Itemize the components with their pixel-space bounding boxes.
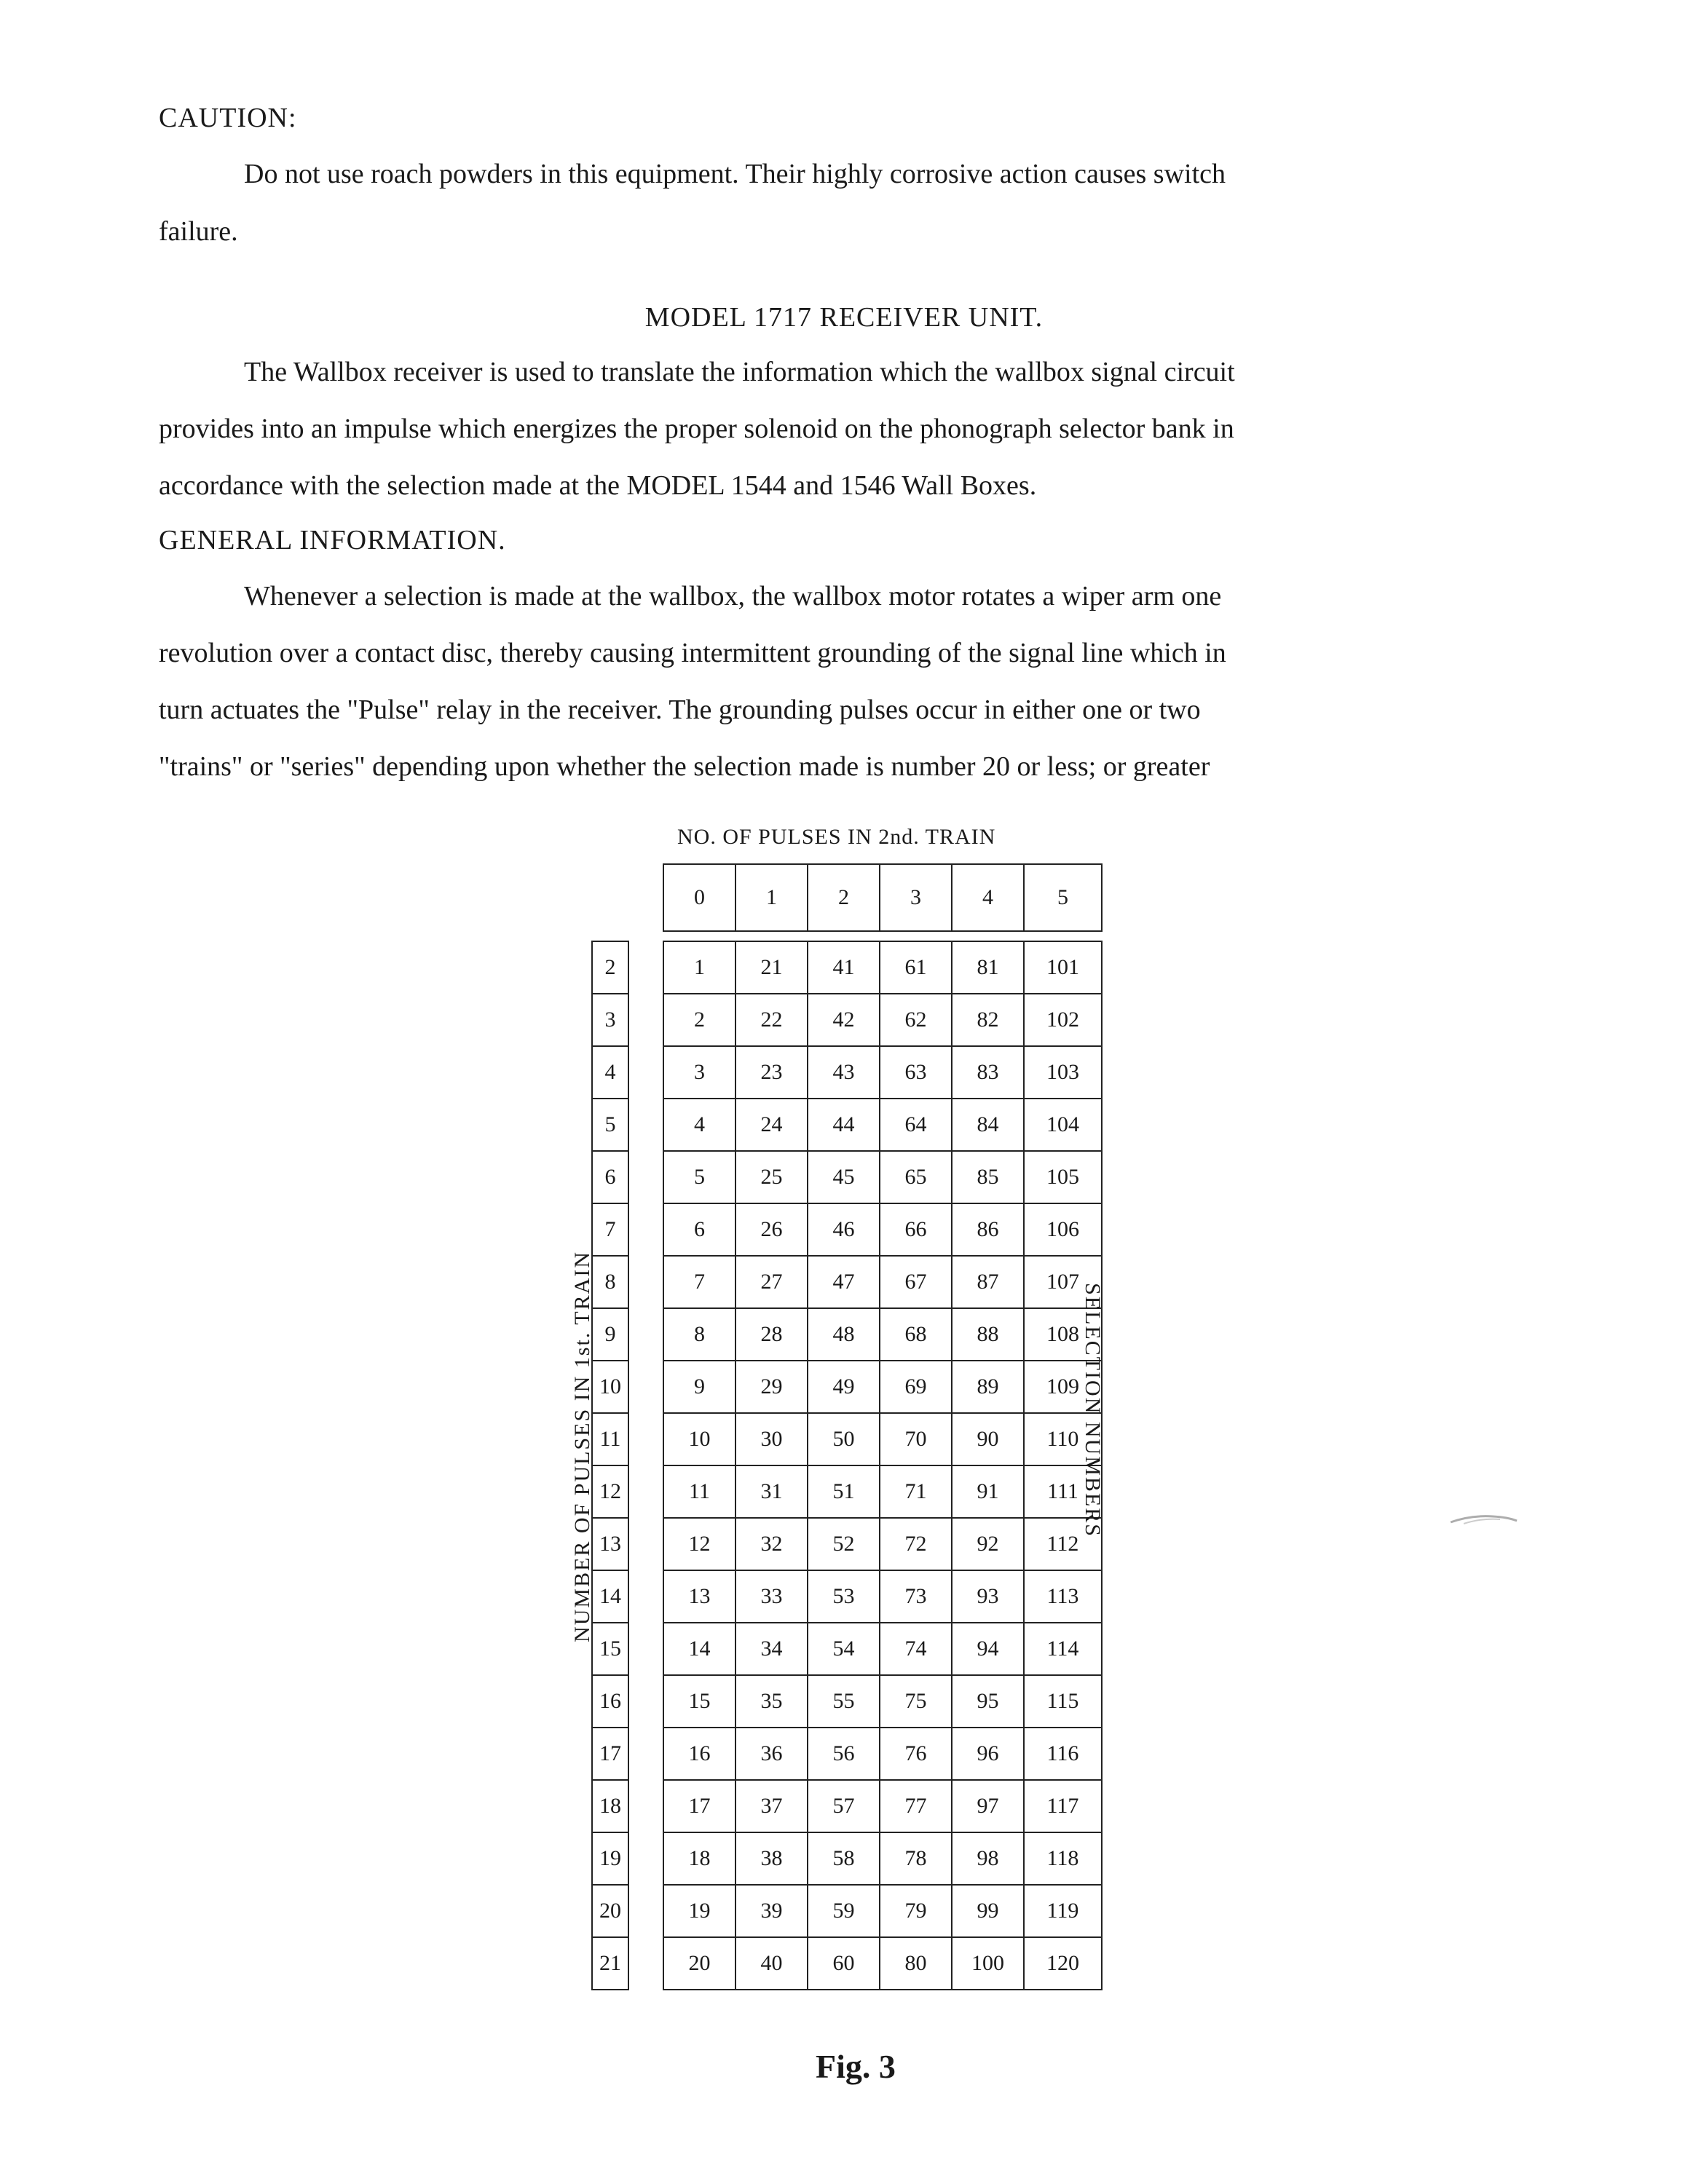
selection-number-cell: 95 (952, 1675, 1024, 1728)
selection-number-cell: 68 (880, 1308, 952, 1361)
selection-number-cell: 86 (952, 1203, 1024, 1256)
selection-number-cell: 107 (1024, 1256, 1102, 1308)
first-train-cell: 16 (592, 1675, 628, 1728)
selection-number-cell: 114 (1024, 1623, 1102, 1675)
selection-number-cell: 31 (735, 1465, 808, 1518)
first-train-row (592, 1099, 628, 1151)
selection-number-cell: 106 (1024, 1203, 1102, 1256)
selection-number-cell: 48 (808, 1308, 880, 1361)
second-train-header-row (663, 864, 1102, 931)
first-train-row (592, 1728, 628, 1780)
selection-number-cell: 25 (735, 1151, 808, 1203)
caution-line-2: failure. (159, 216, 238, 247)
first-train-cell: 15 (592, 1623, 628, 1675)
selection-number-cell: 9 (663, 1361, 735, 1413)
caution-heading: CAUTION: (159, 103, 297, 133)
first-train-cell: 4 (592, 1046, 628, 1099)
selection-number-cell: 110 (1024, 1413, 1102, 1465)
selection-number-cell: 40 (735, 1937, 808, 1990)
smudge-mark (1449, 1511, 1518, 1527)
selection-number-cell: 118 (1024, 1832, 1102, 1885)
selection-numbers-caption: SELECTION NUMBERS (1081, 1283, 1105, 1538)
selection-number-cell: 61 (880, 941, 952, 994)
selection-number-cell: 20 (663, 1937, 735, 1990)
first-train-row (592, 994, 628, 1046)
selection-number-cell: 100 (952, 1937, 1024, 1990)
selection-number-cell: 58 (808, 1832, 880, 1885)
selection-number-cell: 99 (952, 1885, 1024, 1937)
first-train-cell: 10 (592, 1361, 628, 1413)
selection-number-cell: 17 (663, 1780, 735, 1832)
selection-number-cell: 6 (663, 1203, 735, 1256)
selection-row (663, 1832, 1102, 1885)
first-train-cell: 9 (592, 1308, 628, 1361)
selection-number-cell: 88 (952, 1308, 1024, 1361)
selection-number-cell: 18 (663, 1832, 735, 1885)
first-train-cell: 21 (592, 1937, 628, 1990)
selection-number-cell: 41 (808, 941, 880, 994)
selection-number-cell: 37 (735, 1780, 808, 1832)
first-train-table (591, 941, 629, 1990)
selection-number-cell: 72 (880, 1518, 952, 1570)
figure-caption: Fig. 3 (816, 2048, 896, 2085)
general-line-1: Whenever a selection is made at the wallbox, the wallbox motor rotates a wiper arm one (244, 581, 1222, 612)
selection-number-cell: 82 (952, 994, 1024, 1046)
selection-row (663, 941, 1102, 994)
receiver-line-1: The Wallbox receiver is used to translate the information which the wallbox signal circuit (244, 357, 1235, 387)
first-train-caption: NUMBER OF PULSES IN 1st. TRAIN (570, 1251, 594, 1642)
selection-number-cell: 30 (735, 1413, 808, 1465)
selection-number-cell: 83 (952, 1046, 1024, 1099)
selection-row (663, 1465, 1102, 1518)
selection-number-cell: 67 (880, 1256, 952, 1308)
selection-number-cell: 117 (1024, 1780, 1102, 1832)
selection-number-cell: 10 (663, 1413, 735, 1465)
selection-number-cell: 60 (808, 1937, 880, 1990)
selection-number-cell: 84 (952, 1099, 1024, 1151)
selection-number-cell: 116 (1024, 1728, 1102, 1780)
selection-row (663, 1413, 1102, 1465)
selection-number-cell: 23 (735, 1046, 808, 1099)
first-train-cell: 20 (592, 1885, 628, 1937)
second-train-caption: NO. OF PULSES IN 2nd. TRAIN (677, 825, 996, 849)
selection-number-cell: 103 (1024, 1046, 1102, 1099)
first-train-row (592, 1570, 628, 1623)
selection-number-cell: 113 (1024, 1570, 1102, 1623)
selection-number-cell: 64 (880, 1099, 952, 1151)
first-train-row (592, 1465, 628, 1518)
selection-number-cell: 57 (808, 1780, 880, 1832)
selection-row (663, 1256, 1102, 1308)
second-train-header-cell: 1 (735, 864, 808, 931)
selection-number-cell: 53 (808, 1570, 880, 1623)
selection-number-cell: 89 (952, 1361, 1024, 1413)
first-train-row (592, 1832, 628, 1885)
selection-row (663, 1203, 1102, 1256)
selection-number-cell: 65 (880, 1151, 952, 1203)
selection-row (663, 1885, 1102, 1937)
general-line-2: revolution over a contact disc, thereby causing intermittent grounding of the signal line which in (159, 638, 1226, 668)
selection-number-cell: 13 (663, 1570, 735, 1623)
general-heading: GENERAL INFORMATION. (159, 525, 506, 555)
selection-number-cell: 5 (663, 1151, 735, 1203)
first-train-row (592, 1046, 628, 1099)
selection-row (663, 994, 1102, 1046)
selection-number-cell: 46 (808, 1203, 880, 1256)
first-train-row (592, 1518, 628, 1570)
selection-number-cell: 35 (735, 1675, 808, 1728)
selection-number-cell: 44 (808, 1099, 880, 1151)
first-train-cell: 12 (592, 1465, 628, 1518)
first-train-cell: 17 (592, 1728, 628, 1780)
selection-number-cell: 24 (735, 1099, 808, 1151)
selection-number-cell: 11 (663, 1465, 735, 1518)
receiver-heading: MODEL 1717 RECEIVER UNIT. (644, 302, 1044, 333)
selection-row (663, 1728, 1102, 1780)
selection-number-cell: 27 (735, 1256, 808, 1308)
selection-number-cell: 93 (952, 1570, 1024, 1623)
selection-number-cell: 22 (735, 994, 808, 1046)
selection-number-cell: 54 (808, 1623, 880, 1675)
selection-number-cell: 76 (880, 1728, 952, 1780)
selection-number-cell: 70 (880, 1413, 952, 1465)
selection-number-cell: 81 (952, 941, 1024, 994)
selection-number-cell: 105 (1024, 1151, 1102, 1203)
selection-number-cell: 43 (808, 1046, 880, 1099)
selection-number-cell: 79 (880, 1885, 952, 1937)
selection-number-cell: 36 (735, 1728, 808, 1780)
selection-number-cell: 111 (1024, 1465, 1102, 1518)
selection-number-cell: 7 (663, 1256, 735, 1308)
selection-number-cell: 15 (663, 1675, 735, 1728)
selection-number-cell: 71 (880, 1465, 952, 1518)
selection-number-cell: 98 (952, 1832, 1024, 1885)
selection-number-cell: 77 (880, 1780, 952, 1832)
general-line-4: "trains" or "series" depending upon whether the selection made is number 20 or less; or greater (159, 751, 1210, 782)
selection-number-cell: 96 (952, 1728, 1024, 1780)
selection-number-cell: 28 (735, 1308, 808, 1361)
selection-number-cell: 38 (735, 1832, 808, 1885)
selection-row (663, 1308, 1102, 1361)
selection-number-cell: 90 (952, 1413, 1024, 1465)
receiver-line-3: accordance with the selection made at the MODEL 1544 and 1546 Wall Boxes. (159, 470, 1037, 501)
selection-number-cell: 49 (808, 1361, 880, 1413)
selection-row (663, 1046, 1102, 1099)
selection-number-cell: 47 (808, 1256, 880, 1308)
selection-number-cell: 108 (1024, 1308, 1102, 1361)
selection-number-cell: 78 (880, 1832, 952, 1885)
selection-number-cell: 104 (1024, 1099, 1102, 1151)
selection-number-cell: 39 (735, 1885, 808, 1937)
first-train-row (592, 1885, 628, 1937)
selection-row (663, 1570, 1102, 1623)
caution-line-1: Do not use roach powders in this equipment. Their highly corrosive action causes switch (244, 159, 1226, 189)
first-train-row (592, 1937, 628, 1990)
second-train-header-table (663, 863, 1103, 932)
selection-number-cell: 19 (663, 1885, 735, 1937)
second-train-header-cell: 5 (1024, 864, 1102, 931)
selection-row (663, 1151, 1102, 1203)
first-train-row (592, 1256, 628, 1308)
first-train-cell: 7 (592, 1203, 628, 1256)
selection-number-cell: 50 (808, 1413, 880, 1465)
selection-number-cell: 109 (1024, 1361, 1102, 1413)
selection-number-cell: 1 (663, 941, 735, 994)
selection-number-cell: 14 (663, 1623, 735, 1675)
selection-number-cell: 29 (735, 1361, 808, 1413)
selection-number-cell: 80 (880, 1937, 952, 1990)
selection-row (663, 1623, 1102, 1675)
first-train-row (592, 1623, 628, 1675)
second-train-header-cell: 3 (880, 864, 952, 931)
selection-number-cell: 112 (1024, 1518, 1102, 1570)
selection-row (663, 1780, 1102, 1832)
first-train-row (592, 1361, 628, 1413)
selection-number-cell: 63 (880, 1046, 952, 1099)
selection-number-cell: 3 (663, 1046, 735, 1099)
selection-number-cell: 115 (1024, 1675, 1102, 1728)
selection-number-cell: 45 (808, 1151, 880, 1203)
selection-row (663, 1937, 1102, 1990)
first-train-cell: 5 (592, 1099, 628, 1151)
selection-number-cell: 94 (952, 1623, 1024, 1675)
selection-number-cell: 52 (808, 1518, 880, 1570)
first-train-cell: 18 (592, 1780, 628, 1832)
selection-numbers-table (663, 941, 1103, 1990)
selection-number-cell: 16 (663, 1728, 735, 1780)
first-train-cell: 6 (592, 1151, 628, 1203)
selection-number-cell: 62 (880, 994, 952, 1046)
selection-number-cell: 21 (735, 941, 808, 994)
selection-number-cell: 66 (880, 1203, 952, 1256)
second-train-header-cell: 0 (663, 864, 735, 931)
selection-number-cell: 101 (1024, 941, 1102, 994)
selection-number-cell: 51 (808, 1465, 880, 1518)
first-train-row (592, 1413, 628, 1465)
first-train-cell: 11 (592, 1413, 628, 1465)
first-train-row (592, 1203, 628, 1256)
first-train-row (592, 1675, 628, 1728)
selection-row (663, 1518, 1102, 1570)
first-train-cell: 19 (592, 1832, 628, 1885)
selection-number-cell: 87 (952, 1256, 1024, 1308)
selection-number-cell: 32 (735, 1518, 808, 1570)
selection-number-cell: 102 (1024, 994, 1102, 1046)
selection-number-cell: 91 (952, 1465, 1024, 1518)
first-train-cell: 14 (592, 1570, 628, 1623)
first-train-row (592, 1151, 628, 1203)
selection-number-cell: 92 (952, 1518, 1024, 1570)
selection-number-cell: 26 (735, 1203, 808, 1256)
second-train-header-cell: 2 (808, 864, 880, 931)
receiver-line-2: provides into an impulse which energizes the proper solenoid on the phonograph selector bank in (159, 414, 1234, 444)
first-train-cell: 13 (592, 1518, 628, 1570)
selection-number-cell: 33 (735, 1570, 808, 1623)
selection-number-cell: 56 (808, 1728, 880, 1780)
selection-number-cell: 55 (808, 1675, 880, 1728)
selection-number-cell: 119 (1024, 1885, 1102, 1937)
selection-number-cell: 42 (808, 994, 880, 1046)
first-train-cell: 2 (592, 941, 628, 994)
selection-row (663, 1675, 1102, 1728)
selection-number-cell: 59 (808, 1885, 880, 1937)
selection-number-cell: 2 (663, 994, 735, 1046)
selection-number-cell: 97 (952, 1780, 1024, 1832)
selection-number-cell: 73 (880, 1570, 952, 1623)
first-train-row (592, 941, 628, 994)
selection-number-cell: 69 (880, 1361, 952, 1413)
selection-number-cell: 4 (663, 1099, 735, 1151)
selection-number-cell: 74 (880, 1623, 952, 1675)
second-train-header-cell: 4 (952, 864, 1024, 931)
selection-number-cell: 12 (663, 1518, 735, 1570)
first-train-cell: 8 (592, 1256, 628, 1308)
selection-number-cell: 8 (663, 1308, 735, 1361)
first-train-cell: 3 (592, 994, 628, 1046)
selection-number-cell: 75 (880, 1675, 952, 1728)
general-line-3: turn actuates the "Pulse" relay in the receiver. The grounding pulses occur in either one or two (159, 695, 1201, 725)
selection-number-cell: 34 (735, 1623, 808, 1675)
first-train-row (592, 1308, 628, 1361)
selection-row (663, 1361, 1102, 1413)
selection-number-cell: 120 (1024, 1937, 1102, 1990)
selection-row (663, 1099, 1102, 1151)
first-train-row (592, 1780, 628, 1832)
selection-number-cell: 85 (952, 1151, 1024, 1203)
